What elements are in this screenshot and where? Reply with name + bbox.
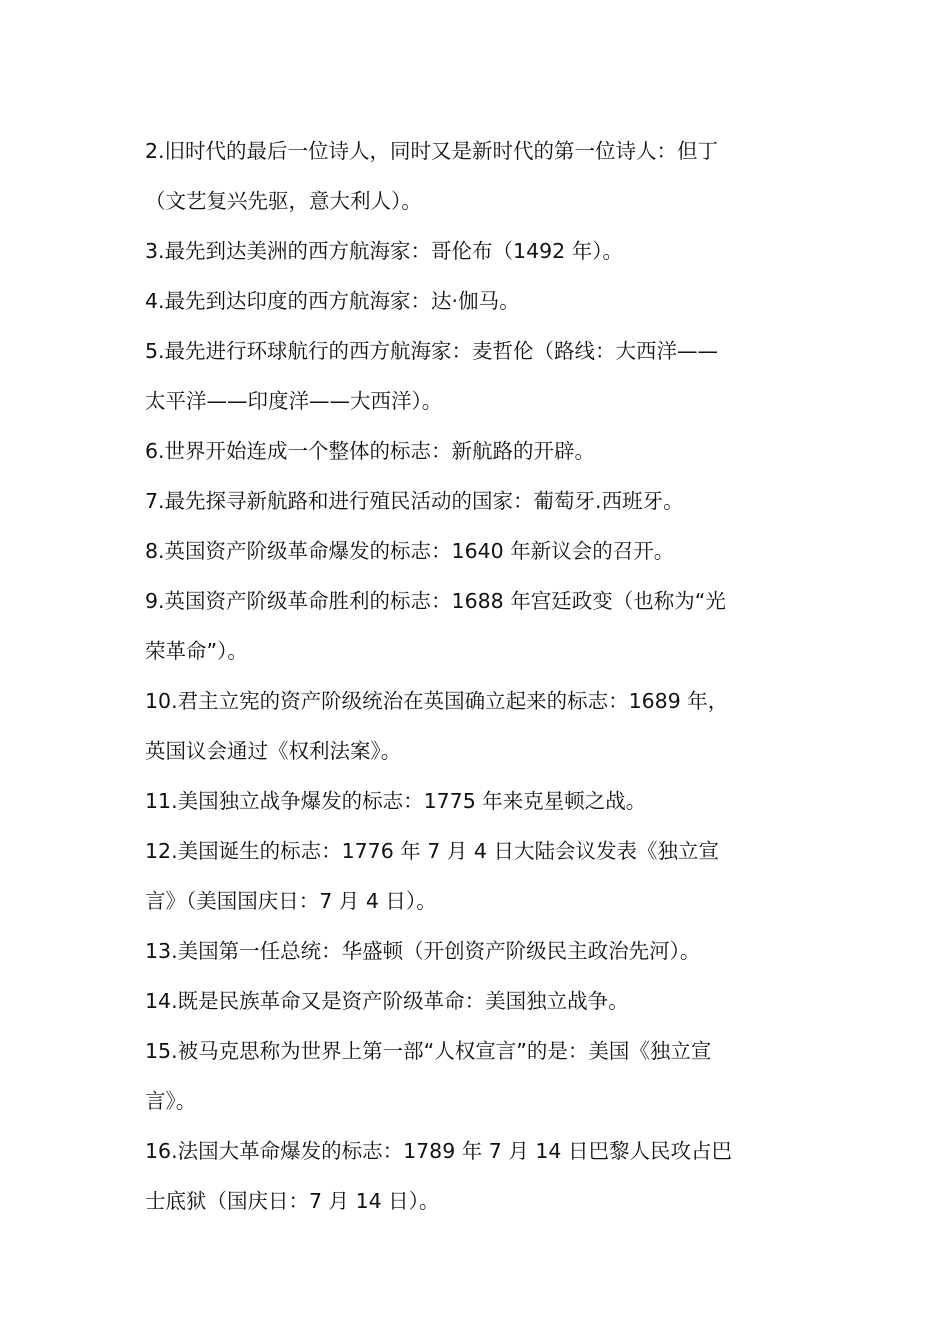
- text-line: 13.美国第一任总统：华盛顿（开创资产阶级民主政治先河）。: [145, 939, 701, 963]
- document-body: [145, 126, 810, 1226]
- text-line: 6.世界开始连成一个整体的标志：新航路的开辟。: [145, 439, 596, 463]
- text-line: （文艺复兴先驱，意大利人）。: [145, 189, 422, 213]
- text-line: 英国议会通过《权利法案》。: [145, 739, 402, 763]
- text-line: 11.美国独立战争爆发的标志：1775 年来克星顿之战。: [145, 789, 647, 813]
- text-line: 言》。: [145, 1089, 197, 1113]
- text-line: 4.最先到达印度的西方航海家：达·伽马。: [145, 289, 520, 313]
- text-line: 8.英国资产阶级革命爆发的标志：1640 年新议会的召开。: [145, 539, 675, 563]
- text-line: 5.最先进行环球航行的西方航海家：麦哲伦（路线：大西洋——: [145, 339, 719, 363]
- text-line: 16.法国大革命爆发的标志：1789 年 7 月 14 日巴黎人民攻占巴: [145, 1139, 732, 1163]
- text-line: 14.既是民族革命又是资产阶级革命：美国独立战争。: [145, 989, 629, 1013]
- text-line: 10.君主立宪的资产阶级统治在英国确立起来的标志：1689 年，: [145, 689, 729, 713]
- text-line: 士底狱（国庆日：7 月 14 日）。: [145, 1189, 440, 1213]
- text-line: 3.最先到达美洲的西方航海家：哥伦布（1492 年）。: [145, 239, 623, 263]
- text-line: 荣革命”）。: [145, 639, 248, 663]
- text-line: 12.美国诞生的标志：1776 年 7 月 4 日大陆会议发表《独立宣: [145, 839, 719, 863]
- text-line: 太平洋——印度洋——大西洋）。: [145, 389, 443, 413]
- text-line: 7.最先探寻新航路和进行殖民活动的国家：葡萄牙.西班牙。: [145, 489, 684, 513]
- text-line: 9.英国资产阶级革命胜利的标志：1688 年宫廷政变（也称为“光: [145, 589, 726, 613]
- text-line: 2.旧时代的最后一位诗人，同时又是新时代的第一位诗人：但丁: [145, 139, 719, 163]
- text-line: 15.被马克思称为世界上第一部“人权宣言”的是：美国《独立宣: [145, 1039, 712, 1063]
- text-line: 言》（美国国庆日：7 月 4 日）。: [145, 889, 437, 913]
